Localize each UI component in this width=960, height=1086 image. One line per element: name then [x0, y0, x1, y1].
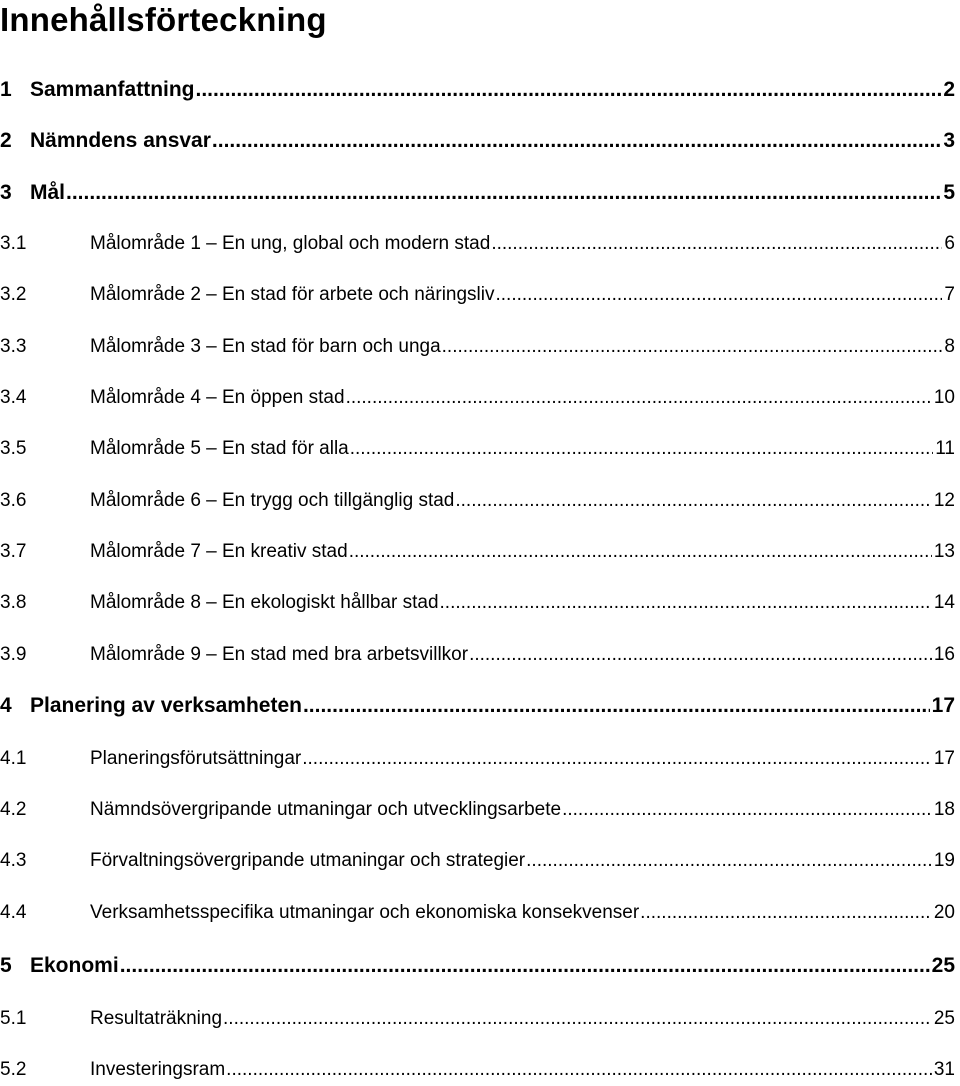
toc-entry-page: 25 — [933, 1008, 955, 1029]
dot-leader — [440, 589, 932, 617]
toc-entry-4[interactable] — [0, 692, 955, 720]
dot-leader — [640, 899, 932, 927]
toc-entry-3-5[interactable] — [0, 435, 955, 463]
dot-leader — [212, 127, 941, 155]
toc-entry-page: 11 — [935, 438, 955, 459]
toc-entry-4-2[interactable] — [0, 796, 955, 824]
toc-entry-number: 3.9 — [0, 644, 27, 665]
toc-entry-page: 25 — [931, 954, 955, 977]
toc-entry-title: Sammanfattning — [30, 78, 195, 101]
toc-entry-3-3[interactable] — [0, 333, 955, 361]
toc-entry-number: 3.5 — [0, 438, 27, 459]
dot-leader — [302, 745, 932, 773]
toc-entry-page: 7 — [944, 284, 955, 305]
toc-entry-3-7[interactable] — [0, 538, 955, 566]
toc-entry-number: 1 — [0, 78, 12, 101]
dot-leader — [223, 1005, 932, 1033]
dot-leader — [66, 179, 941, 207]
toc-entry-title: Målområde 3 – En stad för barn och unga — [90, 336, 441, 357]
toc-entry-title: Ekonomi — [30, 954, 119, 977]
toc-entry-title: Mål — [30, 181, 66, 204]
toc-entry-page: 6 — [944, 233, 955, 254]
toc-entry-page: 17 — [931, 694, 955, 717]
dot-leader — [346, 384, 932, 412]
toc-entry-number: 3.7 — [0, 541, 27, 562]
toc-entry-number: 3.2 — [0, 284, 27, 305]
toc-entry-number: 3.3 — [0, 336, 27, 357]
dot-leader — [469, 641, 932, 669]
dot-leader — [442, 333, 943, 361]
toc-entry-number: 5.2 — [0, 1059, 27, 1080]
toc-entry-page: 12 — [933, 490, 955, 511]
toc-entry-page: 10 — [933, 387, 955, 408]
dot-leader — [491, 230, 942, 258]
toc-entry-1[interactable] — [0, 76, 955, 104]
toc-entry-title: Målområde 9 – En stad med bra arbetsvillkor — [90, 644, 469, 665]
toc-entry-title: Förvaltningsövergripande utmaningar och strategier — [90, 850, 526, 871]
toc-entry-title: Verksamhetsspecifika utmaningar och ekonomiska konsekvenser — [90, 902, 640, 923]
toc-entry-number: 3.4 — [0, 387, 27, 408]
toc-entry-title: Målområde 4 – En öppen stad — [90, 387, 345, 408]
toc-entry-page: 16 — [933, 644, 955, 665]
toc-entry-number: 3 — [0, 181, 12, 204]
toc-entry-title: Målområde 5 – En stad för alla — [90, 438, 349, 459]
toc-entry-title: Nämndens ansvar — [30, 129, 211, 152]
toc-entry-title: Nämndsövergripande utmaningar och utvecklingsarbete — [90, 799, 562, 820]
toc-title: Innehållsförteckning — [0, 1, 327, 38]
toc-entry-3-6[interactable] — [0, 487, 955, 515]
toc-entry-title: Investeringsram — [90, 1059, 226, 1080]
toc-entry-title: Målområde 1 – En ung, global och modern stad — [90, 233, 491, 254]
toc-entry-number: 4.2 — [0, 799, 27, 820]
toc-entry-page: 19 — [933, 850, 955, 871]
toc-entry-number: 4.4 — [0, 902, 27, 923]
toc-entry-title: Målområde 8 – En ekologiskt hållbar stad — [90, 592, 439, 613]
toc-entry-number: 4 — [0, 694, 12, 717]
toc-entry-5[interactable] — [0, 952, 955, 980]
toc-entry-title: Målområde 2 – En stad för arbete och näringsliv — [90, 284, 495, 305]
toc-entry-page: 3 — [943, 129, 955, 152]
dot-leader — [350, 435, 934, 463]
dot-leader — [526, 847, 932, 875]
dot-leader — [496, 281, 943, 309]
toc-entry-number: 3.6 — [0, 490, 27, 511]
dot-leader — [226, 1056, 932, 1084]
toc-entry-page: 13 — [933, 541, 955, 562]
toc-entry-title: Målområde 6 – En trygg och tillgänglig stad — [90, 490, 455, 511]
dot-leader — [303, 692, 930, 720]
toc-entry-4-1[interactable] — [0, 745, 955, 773]
toc-entry-3-8[interactable] — [0, 589, 955, 617]
toc-entry-page: 20 — [933, 902, 955, 923]
dot-leader — [196, 76, 942, 104]
toc-entry-5-2[interactable] — [0, 1056, 955, 1084]
toc-entry-page: 17 — [933, 748, 955, 769]
toc-entry-title: Målområde 7 – En kreativ stad — [90, 541, 348, 562]
toc-entry-number: 4.3 — [0, 850, 27, 871]
toc-entry-title: Resultaträkning — [90, 1008, 223, 1029]
toc-entry-page: 31 — [933, 1059, 955, 1080]
toc-entry-4-4[interactable] — [0, 899, 955, 927]
toc-entry-4-3[interactable] — [0, 847, 955, 875]
toc-entry-number: 2 — [0, 129, 12, 152]
toc-entry-3-1[interactable] — [0, 230, 955, 258]
dot-leader — [120, 952, 930, 980]
dot-leader — [562, 796, 932, 824]
toc-entry-page: 5 — [943, 181, 955, 204]
toc-entry-page: 18 — [933, 799, 955, 820]
toc-entry-title: Planeringsförutsättningar — [90, 748, 302, 769]
toc-entry-number: 4.1 — [0, 748, 27, 769]
toc-entry-number: 3.8 — [0, 592, 27, 613]
toc-entry-3-4[interactable] — [0, 384, 955, 412]
toc-entry-5-1[interactable] — [0, 1005, 955, 1033]
dot-leader — [455, 487, 931, 515]
toc-entry-title: Planering av verksamheten — [30, 694, 302, 717]
toc-entry-2[interactable] — [0, 127, 955, 155]
toc-entry-3-9[interactable] — [0, 641, 955, 669]
toc-entry-page: 14 — [933, 592, 955, 613]
toc-entry-3[interactable] — [0, 179, 955, 207]
toc-entry-number: 5.1 — [0, 1008, 27, 1029]
toc-entry-page: 2 — [943, 78, 955, 101]
toc-entry-number: 3.1 — [0, 233, 27, 254]
toc-entry-3-2[interactable] — [0, 281, 955, 309]
toc-entry-number: 5 — [0, 954, 12, 977]
dot-leader — [349, 538, 932, 566]
toc-entry-page: 8 — [944, 336, 955, 357]
